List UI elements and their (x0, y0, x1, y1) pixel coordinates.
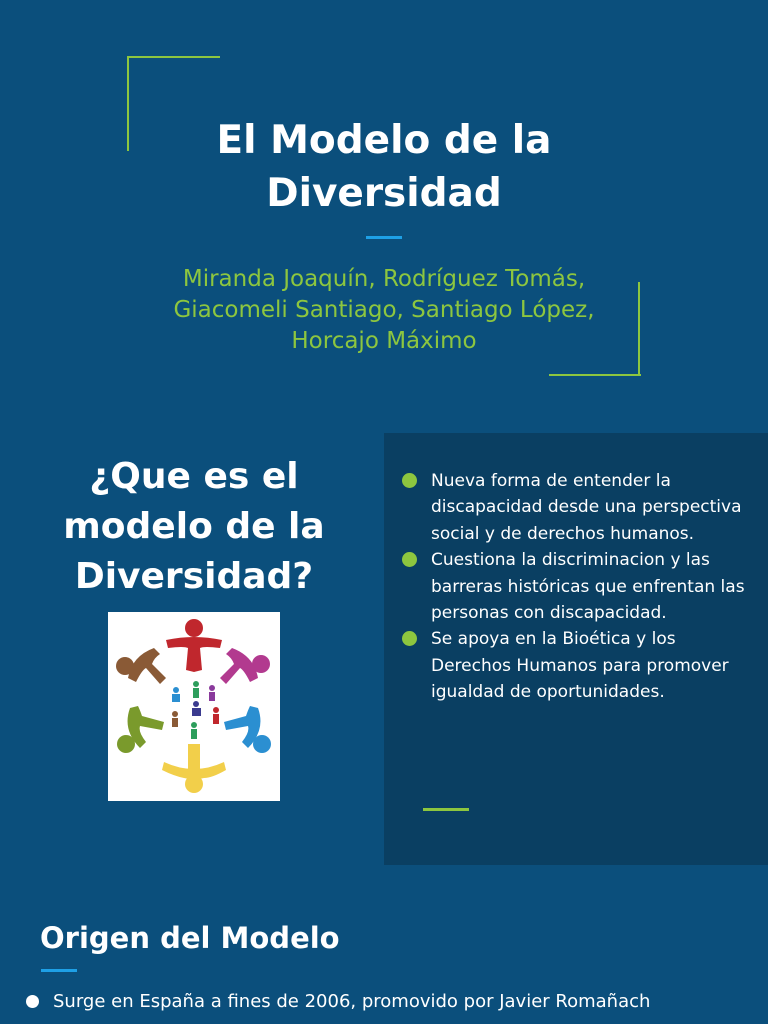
panel-accent-bar (423, 808, 469, 811)
corner-frame-bottom-right-vertical (638, 282, 640, 376)
bullet-text: Surge en España a fines de 2006, promovido por Javier Romañach (53, 991, 651, 1012)
question-heading (40, 452, 348, 602)
bullet-icon (26, 995, 39, 1008)
title-line-1: El Modelo de la (216, 118, 552, 163)
bullet-icon (402, 473, 417, 488)
people-circle-illustration (108, 612, 280, 801)
bullet-icon (402, 631, 417, 646)
bullet-icon (402, 552, 417, 567)
authors-line-1: Miranda Joaquín, Rodríguez Tomás, (182, 266, 586, 292)
presentation-title (150, 114, 618, 220)
origin-bullet-list (26, 988, 746, 1015)
list-item (402, 547, 747, 626)
question-line-3: Diversidad? (74, 556, 314, 597)
section-title: Origen del Modelo (40, 921, 340, 955)
bullet-text: Cuestiona la discriminacion y las barreras históricas que enfrentan las personas con discapacidad. (431, 550, 745, 624)
corner-frame-top-left-vertical (127, 56, 129, 151)
section-accent-bar (41, 969, 77, 972)
authors-line-3: Horcajo Máximo (291, 328, 477, 354)
bullet-text: Se apoya en la Bioética y los Derechos Humanos para promover igualdad de oportunidades. (431, 629, 729, 703)
corner-frame-top-left (128, 56, 220, 58)
title-line-2: Diversidad (266, 171, 502, 216)
title-accent-bar (366, 236, 402, 239)
corner-frame-bottom-right (549, 374, 641, 376)
list-item (402, 626, 747, 705)
title-slide (0, 0, 768, 430)
definition-bullet-list (402, 468, 747, 706)
authors-line-2: Giacomeli Santiago, Santiago López, (173, 297, 595, 323)
list-item (402, 468, 747, 547)
question-line-2: modelo de la (63, 506, 325, 547)
diversity-circle-image (108, 612, 280, 801)
list-item (26, 988, 746, 1015)
authors (130, 264, 638, 357)
bullet-text: Nueva forma de entender la discapacidad desde una perspectiva social y de derechos humanos. (431, 471, 742, 544)
question-line-1: ¿Que es el (89, 456, 299, 497)
